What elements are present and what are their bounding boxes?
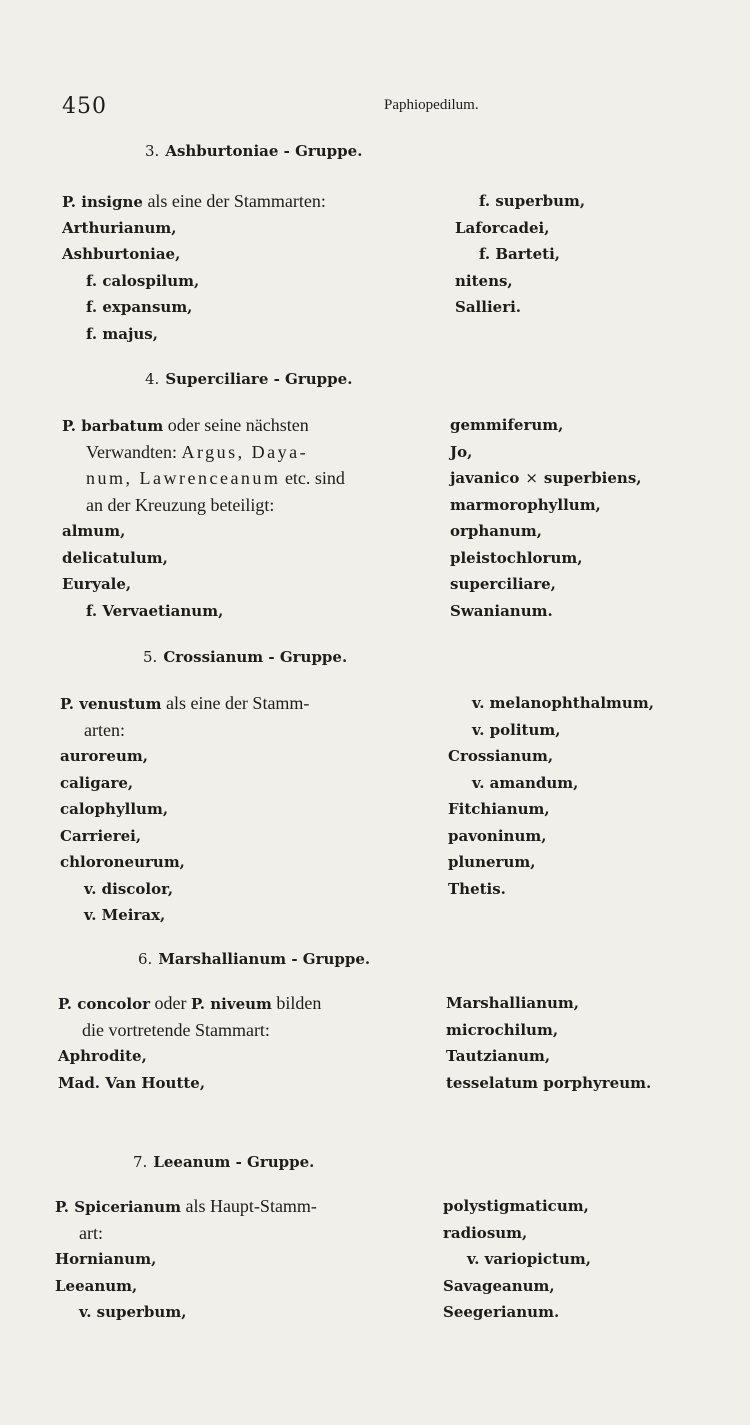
hybrid-name: polystigmaticum, [443,1197,589,1215]
intro-text: arten: [84,719,125,740]
hybrid-name: Carrierei, [60,826,142,845]
hybrid-name: delicatulum, [62,548,168,567]
group-heading [133,1153,314,1171]
hybrid-name: superciliare, [450,575,556,593]
hybrid-name [450,465,642,492]
group-name: Marshallianum - Gruppe. [158,950,371,968]
hybrid-name: microchilum, [446,1020,559,1039]
intro-text: als eine der Stamm- [161,693,310,713]
hybrid-name: Marshallianum, [446,994,580,1012]
hybrid-name: v. discolor, [84,879,174,898]
right-column [448,690,654,902]
hybrid-name: Arthurianum, [62,218,177,237]
hybrid-name: Crossianum, [448,747,554,765]
intro-line [60,717,309,744]
hybrid-name: v. Meirax, [84,906,166,924]
right-column [443,1193,591,1326]
intro-text: die vortretende Stammart: [82,1019,270,1040]
hybrid-name: v. superbum, [79,1303,187,1321]
intro-line [62,412,345,439]
species-name: P. niveum [191,995,272,1013]
left-column [55,1193,317,1326]
left-column [62,188,326,347]
hybrid-name: Fitchianum, [448,800,550,818]
left-column [60,690,309,929]
group-name: Leeanum - Gruppe. [153,1153,315,1171]
intro-text: num, Lawrenceanum [86,468,281,488]
left-column [62,412,345,624]
hybrid-name: Savageanum, [443,1276,555,1295]
species-name: P. barbatum [62,417,164,435]
intro-text: art: [79,1222,103,1243]
hybrid-name: nitens, [455,271,513,290]
hybrid-name: radiosum, [443,1223,528,1242]
hybrid-name: Euryale, [62,575,132,593]
intro-text: an der Kreuzung beteiligt: [86,494,275,515]
group-number: 6. [138,950,153,968]
right-column [446,990,651,1096]
hybrid-name: plunerum, [448,853,536,871]
intro-text: als eine der Stammarten: [142,191,326,211]
hybrid-name: almum, [62,522,126,540]
hybrid-name: v. amandum, [472,773,579,792]
hybrid-name: orphanum, [450,522,542,540]
running-title: Paphiopedilum. [384,97,479,113]
intro-line [62,439,345,466]
hybrid-name: Aphrodite, [58,1047,147,1065]
hybrid-name: f. superbum, [479,192,586,210]
group-name: Ashburtoniae - Gruppe. [165,142,363,160]
hybrid-name: Leeanum, [55,1276,138,1295]
hybrid-name: Thetis. [448,879,506,898]
intro-line [62,492,345,519]
hybrid-parent: javanico [450,469,520,487]
hybrid-parent: superbiens, [543,469,642,487]
hybrid-name: Laforcadei, [455,218,550,237]
intro-text: oder [150,993,192,1013]
hybrid-name: Sallieri. [455,298,522,316]
hybrid-name: f. Vervaetianum, [86,601,224,620]
species-name: P. insigne [62,193,143,211]
group-number: 5. [143,648,158,666]
intro-line [58,1017,321,1044]
hybrid-name: pavoninum, [448,826,547,845]
page-header [62,94,502,124]
page-number: 450 [62,94,107,119]
species-name: P. Spicerianum [55,1198,181,1216]
intro-line [62,188,326,215]
group-heading [145,370,352,388]
hybrid-name: Tautzianum, [446,1047,551,1065]
hybrid-name: gemmiferum, [450,416,564,434]
hybrid-name: pleistochlorum, [450,548,583,567]
hybrid-name: v. politum, [472,720,561,739]
hybrid-name: f. expansum, [86,298,193,316]
intro-line [60,690,309,717]
hybrid-name: caligare, [60,773,134,792]
hybrid-name: auroreum, [60,747,148,765]
group-number: 7. [133,1153,148,1171]
hybrid-name: calophyllum, [60,800,169,818]
intro-line [55,1220,317,1247]
right-column [450,412,642,624]
hybrid-name: chloroneurum, [60,853,185,871]
hybrid-name: f. Barteti, [479,245,560,263]
intro-text: Verwandten: [86,441,182,462]
intro-text: etc. sind [280,468,345,488]
hybrid-name: v. variopictum, [467,1250,591,1268]
intro-line [55,1193,317,1220]
intro-text: bilden [271,993,322,1013]
intro-text: als Haupt-Stamm- [180,1196,317,1216]
hybrid-name: Jo, [450,442,473,461]
group-heading [143,648,347,666]
group-heading [145,142,362,160]
group-name: Superciliare - Gruppe. [165,370,353,388]
right-column [455,188,585,321]
hybrid-name: Mad. Van Houtte, [58,1073,206,1092]
intro-text: oder seine nächsten [163,415,309,435]
hybrid-name: f. majus, [86,324,158,343]
hybrid-name: marmorophyllum, [450,495,601,514]
cross-symbol: × [525,469,538,487]
hybrid-name: Seegerianum. [443,1303,560,1321]
hybrid-name: tesselatum porphyreum. [446,1073,652,1092]
group-name: Crossianum - Gruppe. [163,648,348,666]
intro-line [58,990,321,1017]
species-name: P. venustum [60,695,162,713]
hybrid-name: Swanianum. [450,601,553,620]
hybrid-name: Hornianum, [55,1250,157,1268]
intro-line [62,465,345,492]
left-column [58,990,321,1096]
group-heading [138,950,370,968]
group-number: 4. [145,370,160,388]
group-number: 3. [145,142,160,160]
hybrid-name: Ashburtoniae, [62,245,181,263]
intro-text: Argus, Daya- [181,441,309,462]
species-name: P. concolor [58,995,151,1013]
hybrid-name: f. calospilum, [86,271,200,290]
hybrid-name: v. melanophthalmum, [472,694,654,712]
